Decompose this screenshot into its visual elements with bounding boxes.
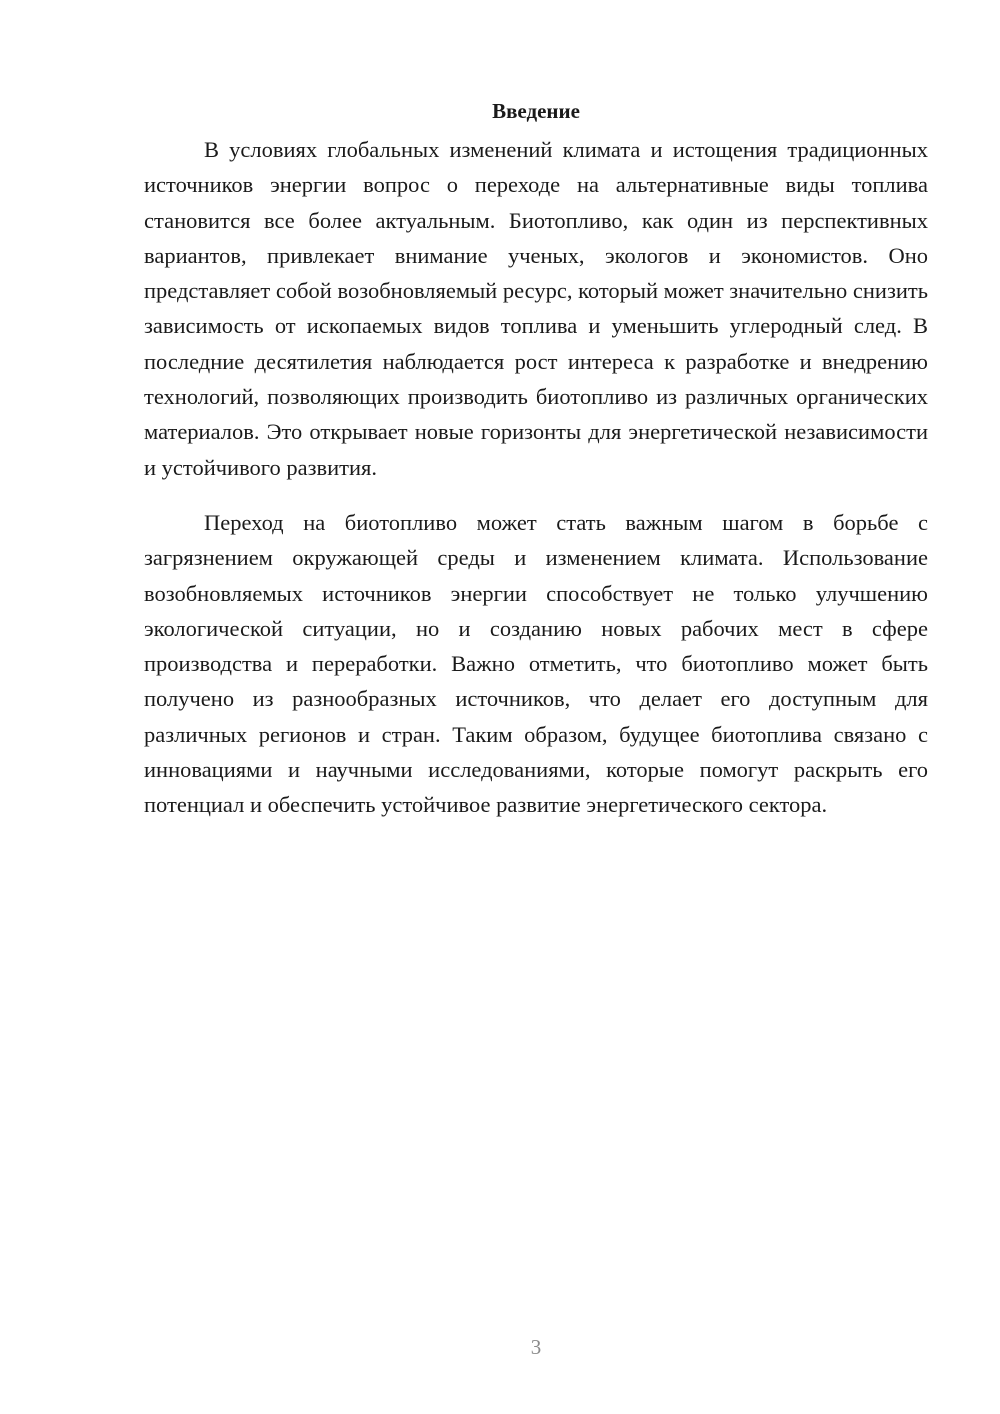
section-heading: Введение <box>492 99 580 123</box>
paragraph-2: Переход на биотопливо может стать важным шагом в борьбе с загрязнением окружающей среды и изменением климата. Использование возобновляемых источников энергии способствует не только улучшению экологической ситуации, но и созданию новых рабочих мест в сфере производства и переработки. Важно отметить, что биотопливо может быть получено из разнообразных источников, что делает его доступным для различных регионов и стран. Таким образом, будущее биотоплива связано с инновациями и научными исследованиями, которые помогут раскрыть его потенциал и обеспечить устойчивое развитие энергетического сектора. <box>144 509 928 818</box>
paragraph-1: В условиях глобальных изменений климата и истощения традиционных источников энергии вопрос о переходе на альтернативные виды топлива становится все более актуальным. Биотопливо, как один из перспективных вариантов, привлекает внимание ученых, экологов и экономистов. Оно представляет собой возобновляемый ресурс, который может значительно снизить зависимость от ископаемых видов топлива и уменьшить углеродный след. В последние десятилетия наблюдается рост интереса к разработке и внедрению технологий, позволяющих производить биотопливо из различных органических материалов. Это открывает новые горизонты для энергетической независимости и устойчивого развития. <box>144 137 928 480</box>
page-number: 3 <box>530 1335 542 1359</box>
page-content <box>144 96 928 823</box>
